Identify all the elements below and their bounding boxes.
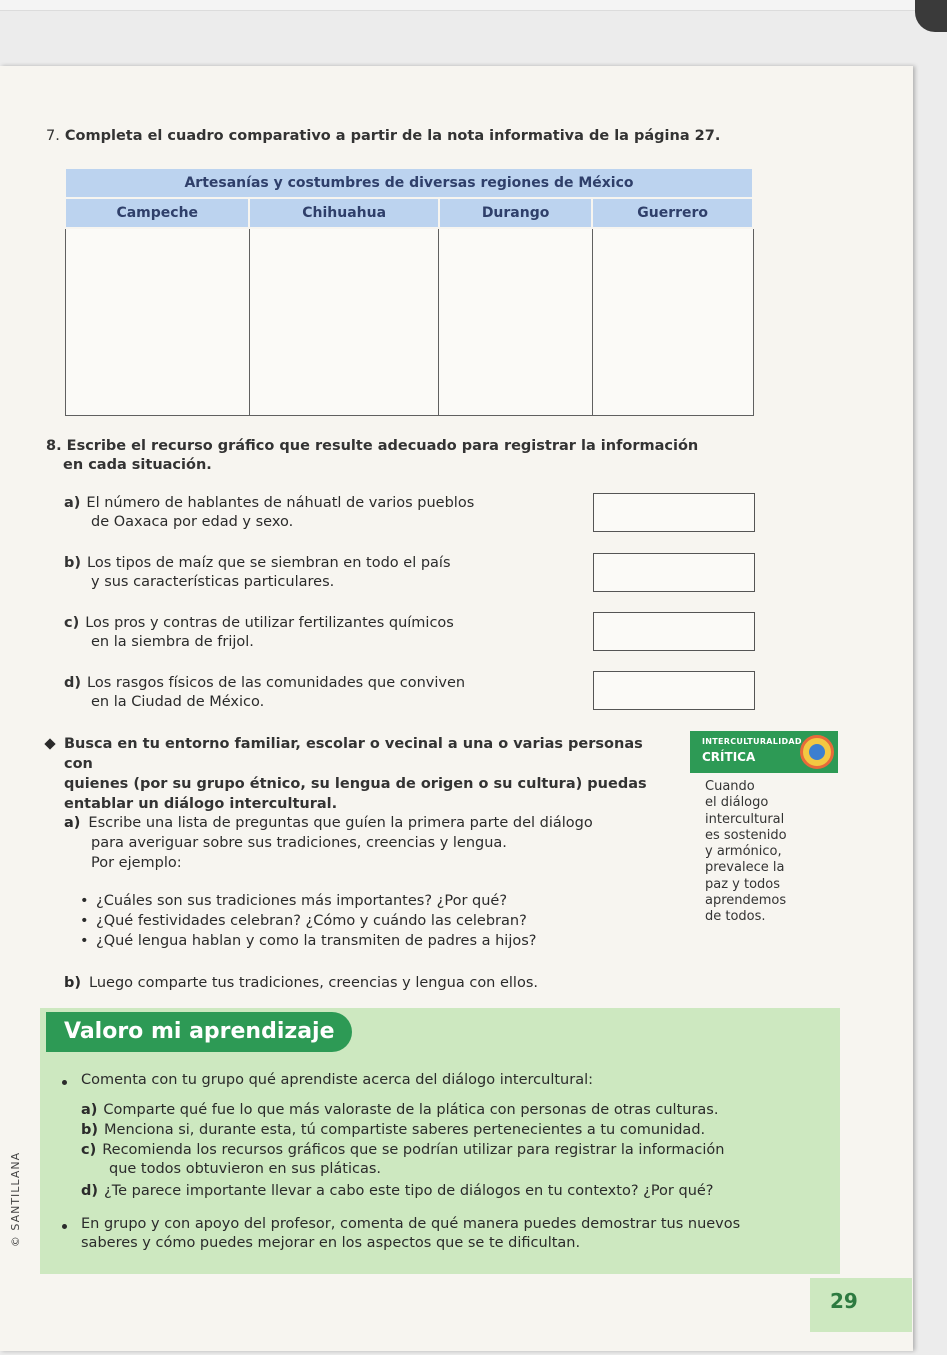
busca-item-b [64, 973, 538, 993]
q8-item-c [64, 614, 454, 652]
cell-chihuahua[interactable] [249, 228, 438, 416]
copyright-text: © SANTILLANA [9, 1151, 23, 1248]
final-line2: saberes y cómo puedes mejorar en los aspectos que se te dificultan. [81, 1235, 581, 1251]
item-line2: para averiguar sobre sus tradiciones, creencias y lengua. [91, 835, 507, 851]
question-8-line2: en cada situación. [63, 457, 212, 473]
valoro-item-d [81, 1182, 714, 1201]
item-text: ¿Te parece importante llevar a cabo este tipo de diálogos en tu contexto? ¿Por qué? [104, 1183, 714, 1199]
question-7-number: 7. [46, 128, 60, 144]
corner-button[interactable] [915, 0, 947, 32]
sidebar-note: Cuando el diálogo intercultural es sostenido y armónico, prevalece la paz y todos aprendemos de todos. [705, 779, 787, 925]
example-question-3: • ¿Qué lengua hablan y como la transmiten de padres a hijos? [96, 933, 536, 949]
question-8-line1: Escribe el recurso gráfico que resulte adecuado para registrar la información [66, 438, 699, 454]
badge-top-text: INTERCULTURALIDAD [702, 737, 802, 746]
globe-icon [809, 744, 825, 760]
item-line3: Por ejemplo: [91, 855, 182, 871]
bullet-icon [62, 1080, 67, 1085]
item-letter: b) [81, 1122, 99, 1138]
item-line1: Escribe una lista de preguntas que guíen la primera parte del diálogo [88, 815, 593, 831]
item-line2: en la Ciudad de México. [91, 694, 265, 710]
valoro-title: Valoro mi aprendizaje [46, 1012, 352, 1052]
example-question-1: • ¿Cuáles son sus tradiciones más importantes? ¿Por qué? [96, 893, 507, 909]
answer-box-c[interactable] [593, 612, 755, 651]
busca-line1: Busca en tu entorno familiar, escolar o vecinal a una o varias personas con [64, 736, 643, 772]
badge-bottom-text: CRÍTICA [702, 750, 756, 764]
valoro-item-b [81, 1121, 705, 1140]
item-letter: d) [81, 1183, 99, 1199]
question-8-number: 8. [46, 438, 62, 454]
item-line2: y sus características particulares. [91, 574, 335, 590]
q8-item-a [64, 494, 474, 532]
valoro-item-a [81, 1101, 718, 1120]
page-number: 29 [830, 1289, 858, 1313]
item-line1: Los tipos de maíz que se siembran en todo el país [87, 555, 451, 571]
item-line2: que todos obtuvieron en sus pláticas. [109, 1161, 381, 1177]
item-letter: a) [81, 1102, 98, 1118]
q8-item-b [64, 554, 451, 592]
cell-durango[interactable] [439, 228, 592, 416]
valoro-intro: Comenta con tu grupo qué aprendiste acerca del diálogo intercultural: [81, 1072, 593, 1088]
column-chihuahua: Chihuahua [249, 198, 438, 228]
item-letter: b) [64, 555, 82, 571]
busca-line3: entablar un diálogo intercultural. [64, 796, 338, 812]
comparison-table [64, 167, 754, 416]
busca-line2: quienes (por su grupo étnico, su lengua de origen o su cultura) puedas [64, 776, 647, 792]
item-letter: b) [64, 975, 82, 991]
valoro-item-c [81, 1141, 724, 1179]
item-line1: El número de hablantes de náhuatl de varios pueblos [86, 495, 475, 511]
item-text: Menciona si, durante esta, tú compartiste saberes pertenecientes a tu comunidad. [104, 1122, 706, 1138]
question-8 [46, 437, 698, 475]
item-text: Luego comparte tus tradiciones, creencias y lengua con ellos. [89, 975, 538, 991]
item-line1: Recomienda los recursos gráficos que se podrían utilizar para registrar la información [102, 1142, 725, 1158]
answer-box-a[interactable] [593, 493, 755, 532]
table-title: Artesanías y costumbres de diversas regiones de México [65, 168, 753, 198]
answer-box-d[interactable] [593, 671, 755, 710]
item-line1: Los pros y contras de utilizar fertilizantes químicos [85, 615, 454, 631]
question-7-text: Completa el cuadro comparativo a partir de la nota informativa de la página 27. [64, 128, 721, 144]
valoro-final [81, 1215, 740, 1253]
item-letter: d) [64, 675, 82, 691]
busca-instruction [64, 734, 674, 814]
final-line1: En grupo y con apoyo del profesor, comenta de qué manera puedes demostrar tus nuevos [81, 1216, 741, 1232]
column-guerrero: Guerrero [592, 198, 753, 228]
answer-box-b[interactable] [593, 553, 755, 592]
item-text: Comparte qué fue lo que más valoraste de la plática con personas de otras culturas. [103, 1102, 719, 1118]
copyright [8, 1148, 28, 1258]
example-question-2: • ¿Qué festividades celebran? ¿Cómo y cuándo las celebran? [96, 913, 527, 929]
top-bar [0, 0, 947, 11]
busca-item-a [64, 813, 593, 873]
cell-guerrero[interactable] [592, 228, 753, 416]
bullet-icon [62, 1224, 67, 1229]
question-7 [46, 128, 720, 144]
column-durango: Durango [439, 198, 592, 228]
item-line1: Los rasgos físicos de las comunidades que conviven [87, 675, 466, 691]
interculturalidad-badge [690, 731, 838, 773]
page-number-box [810, 1278, 912, 1332]
item-letter: a) [64, 815, 81, 831]
q8-item-d [64, 674, 465, 712]
item-line2: en la siembra de frijol. [91, 634, 254, 650]
item-letter: c) [81, 1142, 97, 1158]
column-campeche: Campeche [65, 198, 249, 228]
cell-campeche[interactable] [65, 228, 249, 416]
item-letter: a) [64, 495, 81, 511]
item-line2: de Oaxaca por edad y sexo. [91, 514, 294, 530]
item-letter: c) [64, 615, 80, 631]
